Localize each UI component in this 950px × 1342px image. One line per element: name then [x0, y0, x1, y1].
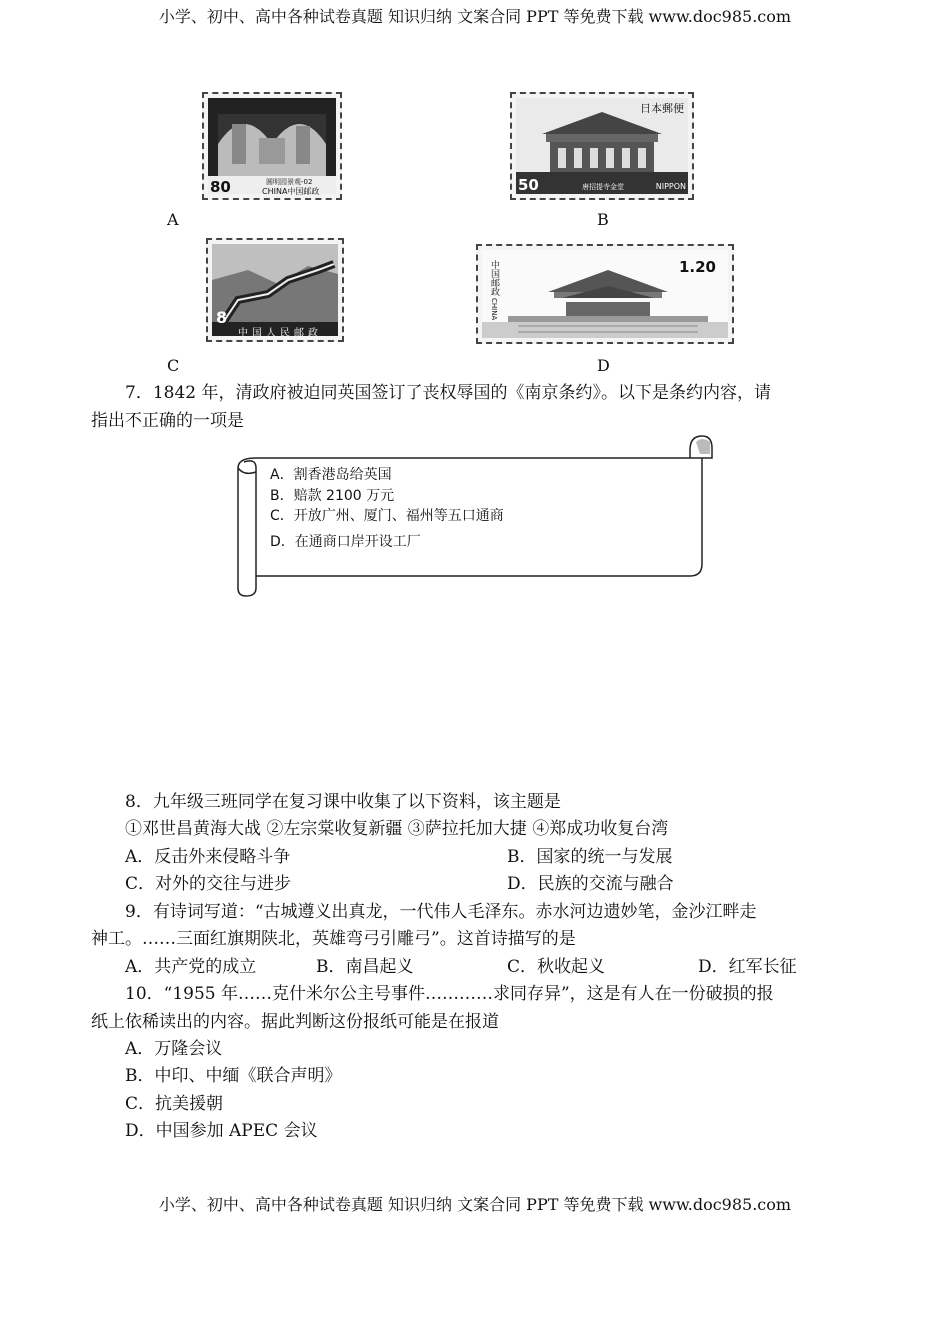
q10-stem-line2: 纸上依稀读出的内容。据此判断这份报纸可能是在报道 [91, 1012, 499, 1032]
stamp-b [510, 92, 694, 200]
q7-option-c: C．开放广州、厦门、福州等五口通商 [270, 508, 504, 524]
q9-option-c: C．秋收起义 [507, 957, 606, 977]
q8-stem: 8．九年级三班同学在复习课中收集了以下资料，该主题是 [125, 792, 561, 812]
q10-option-b: B．中印、中缅《联合声明》 [125, 1066, 342, 1086]
stamp-b-country: NIPPON [655, 182, 686, 191]
stamp-c-value: 8 [216, 308, 228, 327]
q10-stem-line1: 10．“1955 年……克什米尔公主号事件…………求同存异”，这是有人在一份破损的报 [125, 984, 774, 1004]
stamp-b-country-top: 日本郵便 [640, 102, 684, 115]
stamp-c [206, 238, 344, 342]
q8-option-d: D．民族的交流与融合 [507, 874, 674, 894]
stamp-c-caption: C [167, 356, 180, 375]
stamp-d-country: 中国邮政 [489, 260, 499, 296]
q9-option-d: D．红军长征 [698, 957, 797, 977]
stamp-d [476, 244, 734, 344]
stamp-a [202, 92, 342, 200]
q7-option-b: B．赔款 2100 万元 [270, 488, 395, 504]
q8-items: ①邓世昌黄海大战 ②左宗棠收复新疆 ③萨拉托加大捷 ④郑成功收复台湾 [125, 819, 669, 839]
stamp-a-value: 80 [210, 178, 231, 196]
stamp-d-country-en: CHINA [490, 298, 498, 321]
stamp-b-value: 50 [518, 176, 539, 194]
q8-option-c: C．对外的交往与进步 [125, 874, 292, 894]
q7-option-d: D．在通商口岸开设工厂 [270, 534, 421, 550]
q7-option-a: A．割香港岛给英国 [270, 467, 392, 483]
stamp-a-country: CHINA中国邮政 [262, 187, 320, 196]
q7-stem-line1: 7．1842 年，清政府被迫同英国签订了丧权辱国的《南京条约》。以下是条约内容，请 [125, 383, 771, 403]
stamp-c-country: 中国人民邮政 [238, 328, 322, 339]
stamp-b-title: 唐招提寺金堂 [582, 183, 624, 191]
q8-option-a: A．反击外来侵略斗争 [125, 847, 291, 867]
stamp-d-caption: D [597, 356, 610, 375]
q9-option-b: B．南昌起义 [316, 957, 414, 977]
q10-option-a: A．万隆会议 [125, 1039, 223, 1059]
stamp-b-caption: B [597, 210, 609, 229]
q9-stem-line1: 9．有诗词写道：“古城遵义出真龙，一代伟人毛泽东。赤水河边遗妙笔，金沙江畔走 [125, 902, 757, 922]
q10-option-c: C．抗美援朝 [125, 1094, 224, 1114]
q7-stem-line2: 指出不正确的一项是 [91, 411, 244, 431]
page-header: 小学、初中、高中各种试卷真题 知识归纳 文案合同 PPT 等免费下载 www.doc985.com [158, 7, 792, 26]
q10-option-d: D．中国参加 APEC 会议 [125, 1121, 318, 1141]
page-footer: 小学、初中、高中各种试卷真题 知识归纳 文案合同 PPT 等免费下载 www.doc985.com [158, 1195, 792, 1214]
q9-stem-line2: 神工。……三面红旗期陕北，英雄弯弓引雕弓”。这首诗描写的是 [91, 929, 576, 949]
stamp-a-title: 圆明园景观-02 [266, 178, 313, 186]
q9-option-a: A．共产党的成立 [125, 957, 257, 977]
stamp-d-value: 1.20 [678, 258, 716, 276]
stamp-a-caption: A [167, 210, 179, 229]
q8-option-b: B．国家的统一与发展 [507, 847, 673, 867]
